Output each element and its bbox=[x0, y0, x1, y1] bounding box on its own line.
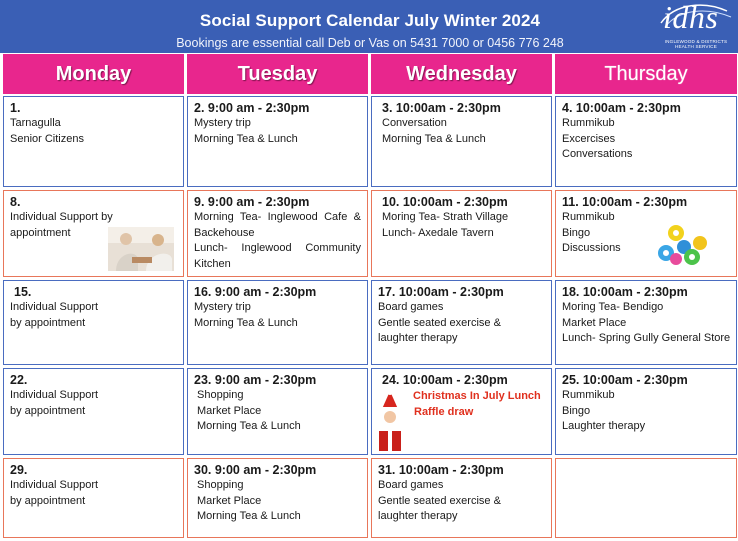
cell-activity: Gentle seated exercise & bbox=[378, 316, 501, 329]
calendar-cell-tuesday-16 bbox=[187, 280, 368, 365]
bingo-balls-icon bbox=[654, 223, 714, 267]
cell-activity: Morning Tea & Lunch bbox=[194, 132, 298, 145]
logo-subtitle: INGLEWOOD & DISTRICTS HEALTH SERVICE bbox=[664, 39, 728, 49]
cell-activity: Moring Tea- Strath Village bbox=[382, 211, 509, 223]
cell-date: 1. bbox=[10, 101, 21, 115]
cell-date: 22. bbox=[10, 373, 28, 387]
calendar-cell-wednesday-31 bbox=[371, 458, 552, 538]
logo-text: idhs bbox=[663, 0, 719, 35]
cell-date: 29. bbox=[10, 463, 28, 477]
cell-activity: Individual Support by bbox=[10, 211, 113, 223]
page-title: Social Support Calendar July Winter 2024 bbox=[199, 11, 541, 30]
cell-activity: Morning Tea & Lunch bbox=[197, 420, 301, 432]
calendar-cell-thursday-4 bbox=[555, 96, 737, 187]
cell-activity: Gentle seated exercise & bbox=[378, 494, 501, 507]
calendar-cell-monday-8 bbox=[3, 190, 184, 277]
cell-activity: Individual Support bbox=[10, 479, 99, 491]
cell-activity: Moring Tea- Bendigo bbox=[562, 301, 664, 313]
cell-activity: appointment bbox=[10, 226, 71, 239]
calendar-cell-thursday-18 bbox=[555, 280, 737, 365]
calendar-cell-monday-29 bbox=[3, 458, 184, 538]
cell-activity: Market Place bbox=[562, 316, 627, 329]
cell-date: 16. 9:00 am - 2:30pm bbox=[194, 285, 317, 299]
calendar-cell-thursday-empty bbox=[555, 458, 737, 538]
day-header-tuesday: Tuesday bbox=[187, 54, 368, 94]
cell-activity: Market Place bbox=[197, 494, 262, 507]
cell-activity: Rummikub bbox=[562, 389, 615, 401]
cell-activity: Bingo bbox=[562, 404, 591, 417]
cell-date: 10. 10:00am - 2:30pm bbox=[382, 195, 508, 209]
cell-date: 30. 9:00 am - 2:30pm bbox=[194, 463, 317, 477]
cell-date: 9. 9:00 am - 2:30pm bbox=[194, 195, 310, 209]
cell-activity: Shopping bbox=[197, 389, 244, 401]
cell-activity: Morning Tea & Lunch bbox=[194, 316, 298, 329]
calendar-cell-tuesday-30 bbox=[187, 458, 368, 538]
cell-activity: Bingo bbox=[562, 226, 591, 239]
cell-activity: Mystery trip bbox=[194, 117, 251, 129]
cell-date: 18. 10:00am - 2:30pm bbox=[562, 285, 688, 299]
special-event-raffle: Raffle draw bbox=[414, 405, 474, 418]
cell-activity: by appointment bbox=[10, 494, 86, 507]
cell-activity: Discussions bbox=[562, 242, 621, 254]
cell-date: 3. 10:00am - 2:30pm bbox=[382, 101, 501, 115]
calendar-cell-wednesday-24 bbox=[371, 368, 552, 455]
idhs-logo bbox=[655, 0, 735, 51]
cell-activity: laughter therapy bbox=[378, 510, 458, 522]
cell-date: 11. 10:00am - 2:30pm bbox=[562, 195, 688, 209]
day-header-wednesday: Wednesday bbox=[371, 54, 552, 94]
support-photo-icon bbox=[108, 227, 174, 271]
cell-activity: Laughter therapy bbox=[562, 420, 646, 432]
cell-date: 17. 10:00am - 2:30pm bbox=[378, 285, 504, 299]
day-header-monday: Monday bbox=[3, 54, 184, 94]
cell-date: 24. 10:00am - 2:30pm bbox=[382, 373, 508, 387]
calendar-cell-tuesday-23 bbox=[187, 368, 368, 455]
cell-activity: Conversations bbox=[562, 148, 633, 160]
calendar-cell-monday-15 bbox=[3, 280, 184, 365]
cell-date: 4. 10:00am - 2:30pm bbox=[562, 101, 681, 115]
cell-activity: Rummikub bbox=[562, 211, 615, 223]
calendar-cell-wednesday-10 bbox=[371, 190, 552, 277]
cell-activity: Market Place bbox=[197, 404, 262, 417]
cell-activity: Kitchen bbox=[194, 257, 231, 270]
cell-activity: Lunch- Spring Gully General Store bbox=[562, 332, 731, 344]
cell-activity: Morning Tea & Lunch bbox=[197, 510, 301, 522]
cell-activity: laughter therapy bbox=[378, 332, 458, 344]
cell-activity: Lunch- Axedale Tavern bbox=[382, 226, 494, 239]
special-event-title: Christmas In July Lunch bbox=[413, 390, 541, 402]
cell-activity: Board games bbox=[378, 479, 444, 491]
calendar-header bbox=[0, 0, 738, 53]
cell-activity: Board games bbox=[378, 301, 444, 313]
cell-activity: by appointment bbox=[10, 404, 86, 417]
santa-icon bbox=[378, 389, 402, 451]
cell-activity: Conversation bbox=[382, 117, 447, 129]
cell-activity: Lunch- Inglewood Community bbox=[194, 242, 361, 254]
cell-date: 23. 9:00 am - 2:30pm bbox=[194, 373, 317, 387]
calendar-cell-thursday-25 bbox=[555, 368, 737, 455]
cell-activity: Morning Tea- Inglewood Cafe & bbox=[194, 211, 361, 223]
calendar-cell-thursday-11 bbox=[555, 190, 737, 277]
calendar-cell-monday-22 bbox=[3, 368, 184, 455]
cell-activity: Backehouse bbox=[194, 226, 255, 239]
cell-activity: Tarnagulla bbox=[10, 117, 61, 129]
calendar-cell-tuesday-2 bbox=[187, 96, 368, 187]
cell-activity: Morning Tea & Lunch bbox=[382, 132, 486, 145]
cell-activity: Rummikub bbox=[562, 117, 615, 129]
cell-activity: by appointment bbox=[10, 316, 86, 329]
calendar-cell-tuesday-9 bbox=[187, 190, 368, 277]
cell-date: 8. bbox=[10, 195, 21, 209]
cell-activity: Individual Support bbox=[10, 301, 99, 313]
booking-info: Bookings are essential call Deb or Vas on 5431 7000 or 0456 776 248 bbox=[176, 36, 564, 50]
calendar-cell-monday-1 bbox=[3, 96, 184, 187]
cell-date: 15. bbox=[14, 285, 32, 299]
cell-date: 2. 9:00 am - 2:30pm bbox=[194, 101, 310, 115]
day-header-thursday: Thursday bbox=[555, 54, 737, 94]
cell-date: 25. 10:00am - 2:30pm bbox=[562, 373, 688, 387]
calendar-cell-wednesday-3 bbox=[371, 96, 552, 187]
calendar-cell-wednesday-17 bbox=[371, 280, 552, 365]
cell-activity: Senior Citizens bbox=[10, 132, 84, 145]
cell-activity: Individual Support bbox=[10, 389, 99, 401]
cell-activity: Excercises bbox=[562, 132, 616, 145]
cell-activity: Mystery trip bbox=[194, 301, 251, 313]
cell-date: 31. 10:00am - 2:30pm bbox=[378, 463, 504, 477]
cell-activity: Shopping bbox=[197, 479, 244, 491]
